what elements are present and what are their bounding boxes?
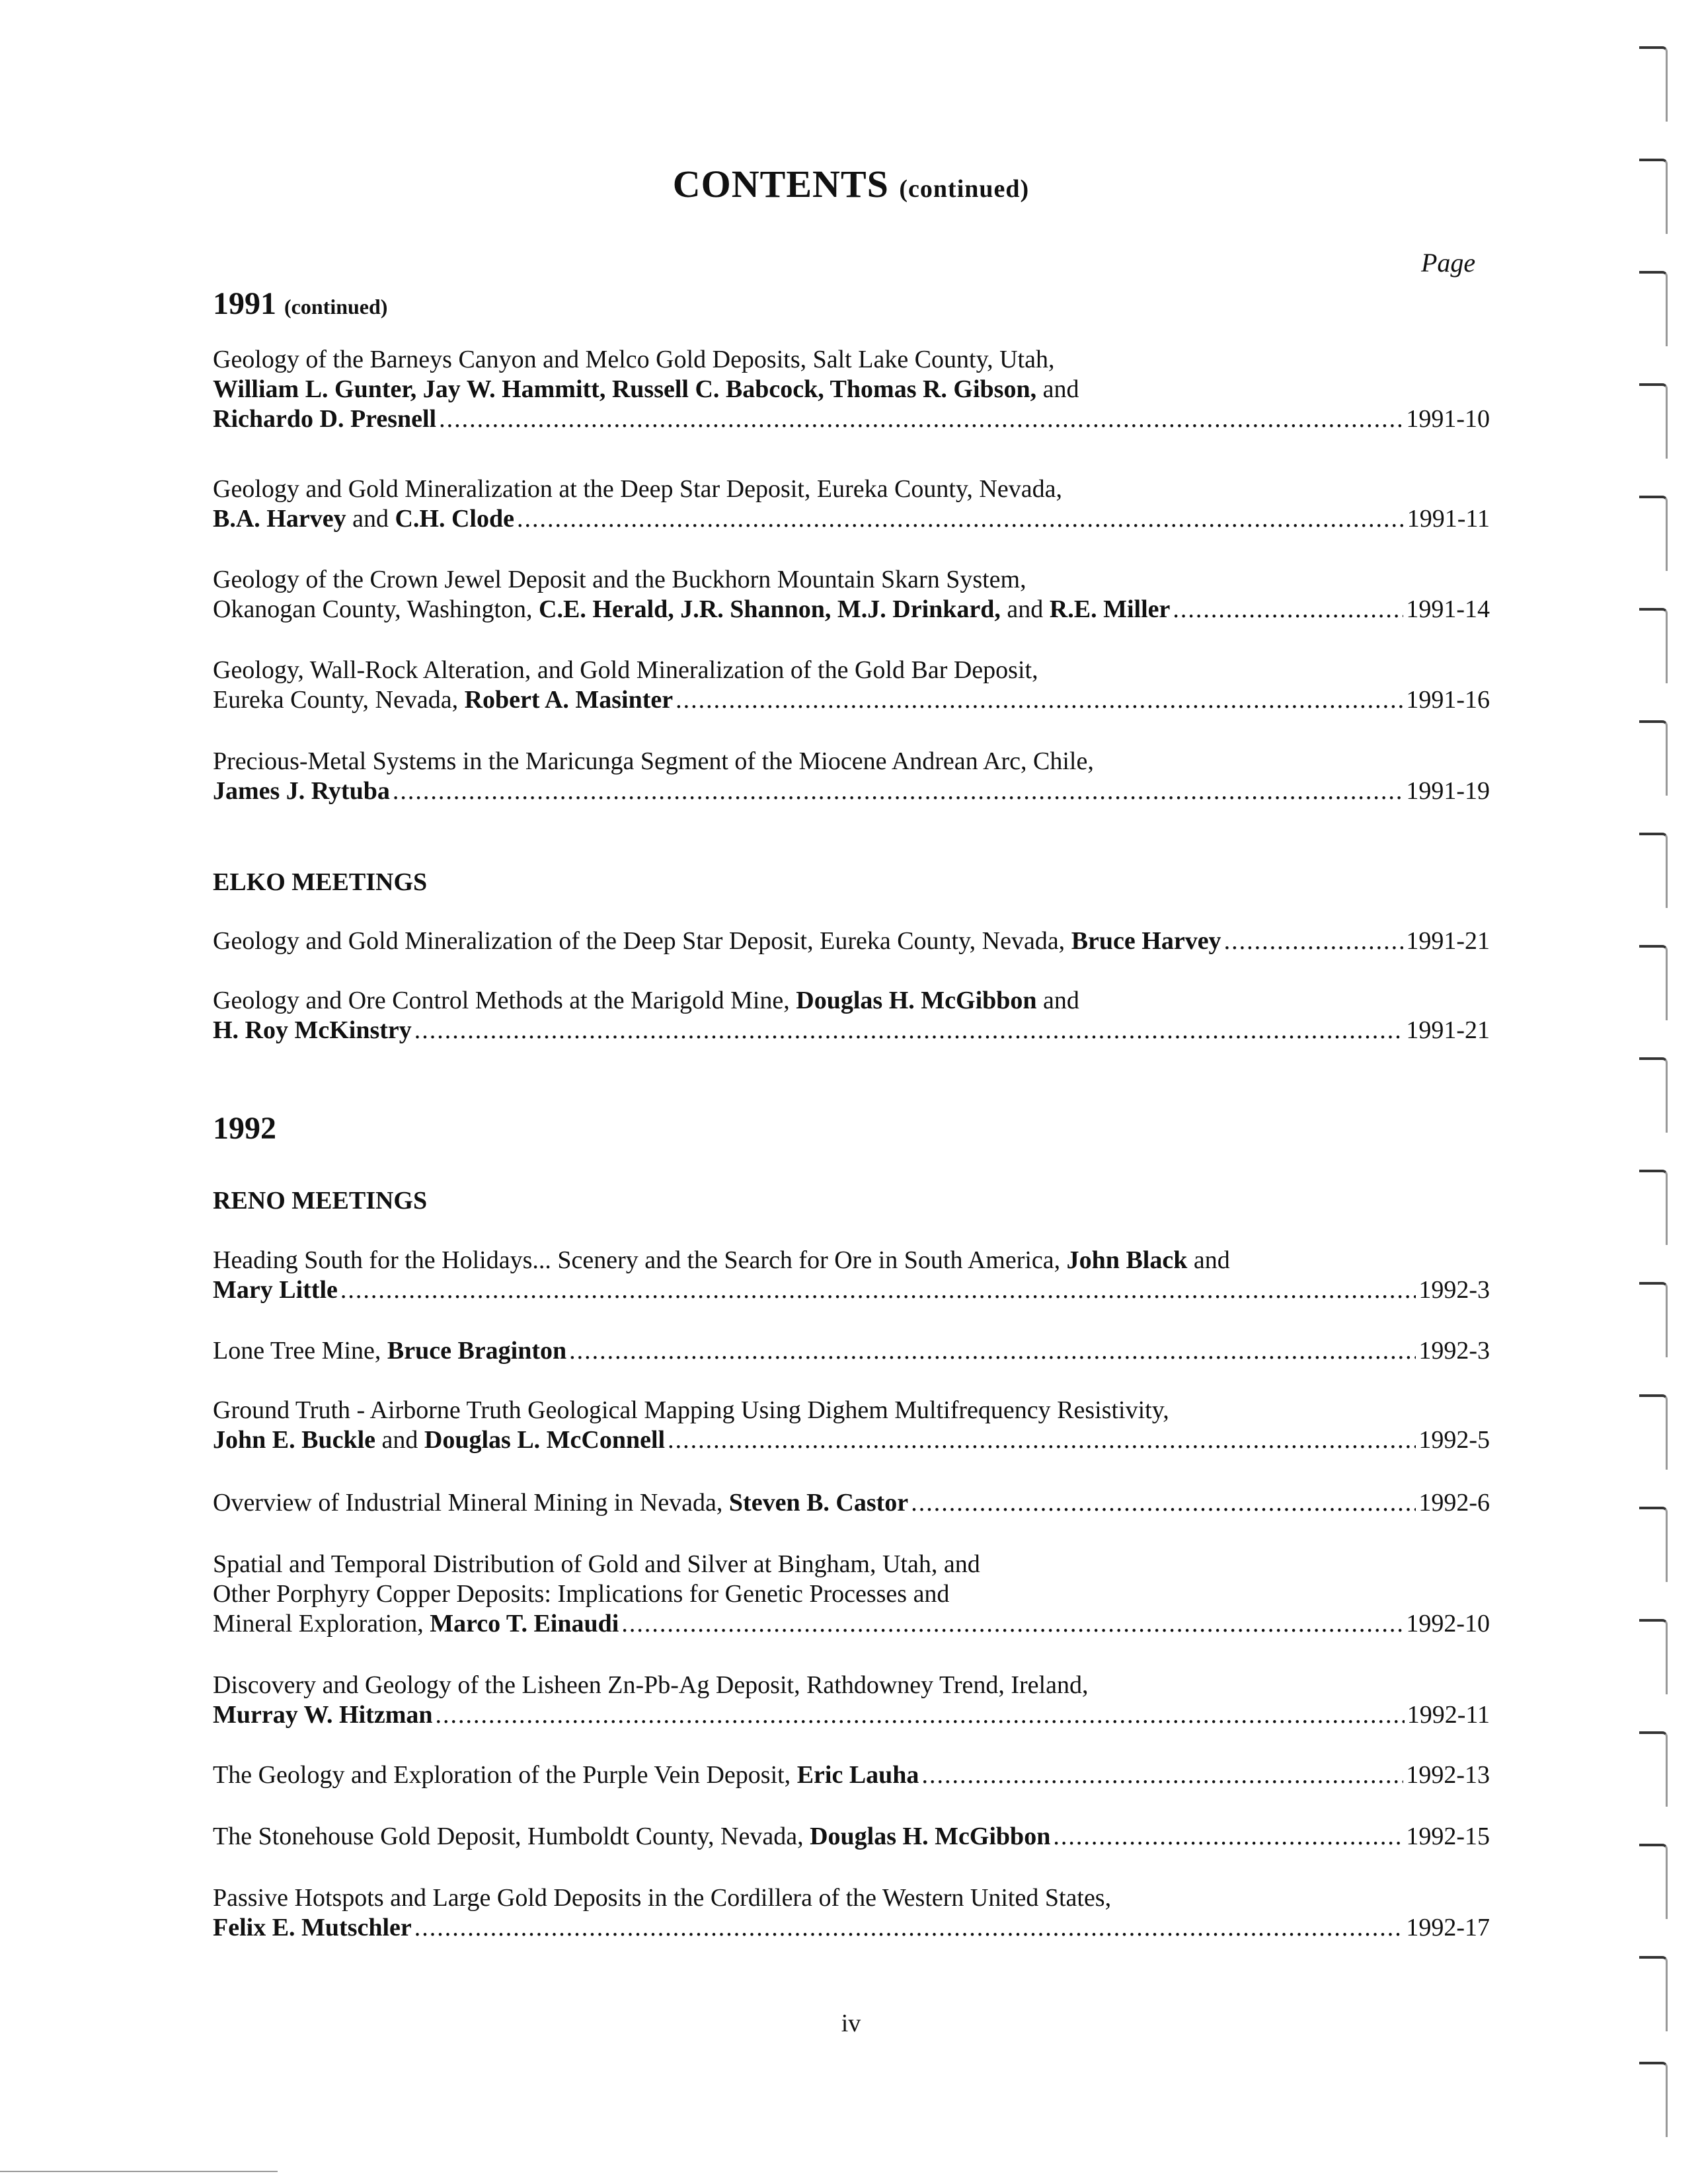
entry-title-line <box>213 986 1490 1016</box>
dot-leader <box>439 404 1403 434</box>
entry-title-line: Geology of the Crown Jewel Deposit and the Buckhorn Mountain Skarn System, <box>213 566 1026 593</box>
page-ref: 1991-16 <box>1406 686 1490 714</box>
entry-leader-line <box>213 1700 1490 1730</box>
author-names: William L. Gunter, Jay W. Hammitt, Russell C. Babcock, Thomas R. Gibson, <box>213 375 1037 403</box>
page-ref: 1992-15 <box>1406 1823 1490 1850</box>
binder-tab <box>1639 1731 1668 1807</box>
dot-leader <box>911 1488 1416 1518</box>
conjunction: and <box>375 1426 424 1454</box>
scan-edge-line <box>0 2171 278 2172</box>
entry-leader-line <box>213 685 1490 715</box>
author-names: Bruce Braginton <box>387 1337 567 1365</box>
author-names: Douglas L. McConnell <box>424 1426 666 1454</box>
entry-leader-line <box>213 1336 1490 1366</box>
title-suffix: (continued) <box>899 175 1030 203</box>
author-names: Steven B. Castor <box>728 1489 909 1517</box>
entry-leader-line <box>213 1275 1490 1305</box>
entry-leader-line <box>213 1609 1490 1639</box>
dot-leader <box>414 1913 1404 1943</box>
dot-leader <box>921 1760 1403 1790</box>
binder-tab <box>1639 496 1668 571</box>
conjunction: and <box>1036 375 1079 403</box>
binder-tab <box>1639 159 1668 234</box>
author-names: Marco T. Einaudi <box>430 1610 619 1638</box>
page-title <box>0 162 1702 206</box>
dot-leader <box>569 1336 1416 1366</box>
title-fragment: Mineral Exploration, <box>213 1610 430 1638</box>
binder-tab <box>1639 833 1668 908</box>
title-fragment: The Geology and Exploration of the Purple Vein Deposit, <box>213 1761 797 1789</box>
page-ref: 1992-11 <box>1407 1701 1490 1729</box>
author-names: Douglas H. McGibbon <box>796 987 1037 1014</box>
entry-leader-line <box>213 595 1490 624</box>
page-ref: 1991-21 <box>1406 1016 1490 1044</box>
binder-tab <box>1639 945 1668 1020</box>
entry-leader-line <box>213 776 1490 806</box>
page-ref: 1991-21 <box>1406 927 1490 955</box>
conjunction: and <box>1036 987 1079 1014</box>
dot-leader <box>668 1425 1416 1455</box>
title-fragment: Heading South for the Holidays... Scenery and the Search for Ore in South America, <box>213 1246 1067 1274</box>
entry-leader-line <box>213 404 1490 434</box>
binder-tab <box>1639 1844 1668 1919</box>
dot-leader <box>340 1275 1416 1305</box>
toc-entry[interactable] <box>213 1488 1490 1518</box>
year-suffix: (continued) <box>284 295 388 319</box>
entry-leader-line <box>213 1822 1490 1852</box>
binder-tab <box>1639 1956 1668 2031</box>
author-names: H. Roy McKinstry <box>213 1016 412 1044</box>
page-ref: 1992-17 <box>1406 1914 1490 1941</box>
author-names: R.E. Miller <box>1049 595 1171 623</box>
binder-tab <box>1639 720 1668 796</box>
entry-title-line: Geology, Wall-Rock Alteration, and Gold Mineralization of the Gold Bar Deposit, <box>213 656 1038 684</box>
author-names: Murray W. Hitzman <box>213 1701 433 1729</box>
entry-title-line: Other Porphyry Copper Deposits: Implications for Genetic Processes and <box>213 1580 950 1608</box>
dot-leader <box>676 685 1403 715</box>
title-fragment: Overview of Industrial Mineral Mining in Nevada, <box>213 1489 729 1517</box>
title-fragment: Geology and Ore Control Methods at the Marigold Mine, <box>213 987 796 1014</box>
title-fragment: The Stonehouse Gold Deposit, Humboldt County, Nevada, <box>213 1823 810 1850</box>
entry-title-line: Ground Truth - Airborne Truth Geological Mapping Using Dighem Multifrequency Resistivity, <box>213 1396 1169 1424</box>
author-names: B.A. Harvey <box>213 505 346 533</box>
dot-leader <box>621 1609 1403 1639</box>
toc-entry[interactable] <box>213 345 1490 434</box>
title-fragment: Eureka County, Nevada, <box>213 686 465 714</box>
author-names: Douglas H. McGibbon <box>810 1823 1051 1850</box>
entry-leader-line <box>213 926 1490 956</box>
title-fragment: Geology and Gold Mineralization of the Deep Star Deposit, Eureka County, Nevada, <box>213 927 1071 955</box>
entry-title-line: Discovery and Geology of the Lisheen Zn-Pb-Ag Deposit, Rathdowney Trend, Ireland, <box>213 1671 1089 1699</box>
title-fragment: Okanogan County, Washington, <box>213 595 539 623</box>
year-heading-1992 <box>213 1110 276 1147</box>
dot-leader <box>1053 1822 1403 1852</box>
toc-entry[interactable] <box>213 474 1490 534</box>
author-names: Bruce Harvey <box>1071 927 1221 955</box>
page-ref: 1991-10 <box>1406 405 1490 433</box>
page-number: iv <box>841 2010 861 2037</box>
author-names: Robert A. Masinter <box>464 686 674 714</box>
entry-author-line <box>213 375 1490 404</box>
page-ref: 1992-5 <box>1418 1426 1490 1454</box>
binder-tab <box>1639 1282 1668 1357</box>
dot-leader <box>414 1016 1404 1045</box>
toc-entry[interactable] <box>213 1396 1490 1455</box>
toc-entry[interactable] <box>213 656 1490 715</box>
binder-tab <box>1639 1057 1668 1133</box>
page-ref: 1991-19 <box>1406 777 1490 805</box>
conjunction: and <box>1000 595 1050 623</box>
author-names: Mary Little <box>213 1276 338 1304</box>
page-ref: 1992-6 <box>1418 1489 1490 1517</box>
entry-title-line: Geology and Gold Mineralization at the Deep Star Deposit, Eureka County, Nevada, <box>213 475 1062 503</box>
page-ref: 1992-13 <box>1406 1761 1490 1789</box>
page-ref: 1992-10 <box>1406 1610 1490 1638</box>
dot-leader <box>1173 595 1403 624</box>
dot-leader <box>517 504 1405 534</box>
page-ref: 1992-3 <box>1418 1276 1490 1304</box>
toc-entry[interactable] <box>213 1336 1490 1366</box>
entry-leader-line <box>213 1425 1490 1455</box>
binder-tab <box>1639 2062 1668 2137</box>
toc-entry[interactable] <box>213 747 1490 806</box>
toc-entry[interactable] <box>213 1246 1490 1305</box>
dot-leader <box>435 1700 1404 1730</box>
entry-title-line: Passive Hotspots and Large Gold Deposits in the Cordillera of the Western United States, <box>213 1884 1112 1912</box>
entry-leader-line <box>213 1760 1490 1790</box>
year-text: 1992 <box>213 1111 276 1146</box>
page-ref: 1992-3 <box>1418 1337 1490 1365</box>
binder-tab <box>1639 608 1668 683</box>
page-ref: 1991-11 <box>1407 505 1490 533</box>
conjunction: and <box>1187 1246 1230 1274</box>
entry-leader-line <box>213 504 1490 534</box>
toc-entry[interactable] <box>213 926 1490 956</box>
section-heading-elko: ELKO MEETINGS <box>213 868 428 896</box>
binder-tab <box>1639 1619 1668 1694</box>
author-names: James J. Rytuba <box>213 777 390 805</box>
page-ref: 1991-14 <box>1406 595 1490 623</box>
binder-tab <box>1639 271 1668 346</box>
entry-leader-line <box>213 1016 1490 1045</box>
title-fragment: Lone Tree Mine, <box>213 1337 387 1365</box>
entry-title-line: Spatial and Temporal Distribution of Gold and Silver at Bingham, Utah, and <box>213 1550 980 1578</box>
author-names: Eric Lauha <box>796 1761 919 1789</box>
binder-tab <box>1639 46 1668 122</box>
entry-leader-line <box>213 1488 1490 1518</box>
author-names: Felix E. Mutschler <box>213 1914 412 1941</box>
title-text: CONTENTS <box>672 163 889 206</box>
toc-entry[interactable] <box>213 1760 1490 1790</box>
entry-leader-line <box>213 1913 1490 1943</box>
author-names: C.E. Herald, J.R. Shannon, M.J. Drinkard, <box>539 595 1001 623</box>
author-names: John Black <box>1066 1246 1188 1274</box>
binder-tab <box>1639 1507 1668 1582</box>
binder-tab <box>1639 1170 1668 1245</box>
binder-tab-edge <box>1633 40 1679 2121</box>
year-heading-1991 <box>213 285 387 322</box>
toc-entry[interactable] <box>213 1671 1490 1730</box>
binder-tab <box>1639 1394 1668 1470</box>
toc-entry[interactable] <box>213 1883 1490 1943</box>
author-names: John E. Buckle <box>213 1426 376 1454</box>
entry-title-line: Precious-Metal Systems in the Maricunga Segment of the Miocene Andrean Arc, Chile, <box>213 747 1094 775</box>
dot-leader <box>1224 926 1404 956</box>
entry-title-line: Geology of the Barneys Canyon and Melco Gold Deposits, Salt Lake County, Utah, <box>213 346 1055 373</box>
author-names: C.H. Clode <box>395 505 514 533</box>
dot-leader <box>393 776 1404 806</box>
author-names: Richardo D. Presnell <box>213 405 437 433</box>
binder-tab <box>1639 383 1668 459</box>
year-text: 1991 <box>213 286 276 321</box>
toc-entry[interactable] <box>213 565 1490 624</box>
conjunction: and <box>346 505 395 533</box>
toc-entry[interactable] <box>213 1550 1490 1639</box>
section-heading-reno: RENO MEETINGS <box>213 1187 428 1215</box>
entry-title-line <box>213 1246 1490 1275</box>
page-column-label: Page <box>1421 248 1476 278</box>
toc-entry[interactable] <box>213 986 1490 1045</box>
toc-entry[interactable] <box>213 1822 1490 1852</box>
